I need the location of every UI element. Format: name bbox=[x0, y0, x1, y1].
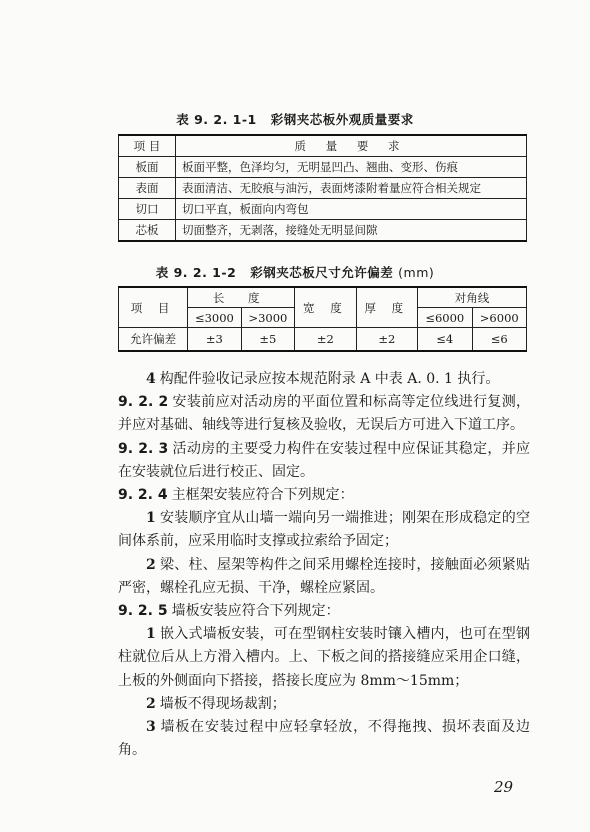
paragraph-text: 梁、柱、屋架等构件之间采用螺栓连接时，接触面必须紧贴严密，螺栓孔应无损、干净，螺栓应紧固。 bbox=[118, 556, 530, 596]
paragraph bbox=[118, 507, 530, 553]
page-number: 29 bbox=[494, 778, 514, 796]
table-cell: ±2 bbox=[295, 328, 356, 352]
item-number: 1 bbox=[146, 510, 156, 527]
paragraph-text: 安装顺序宜从山墙一端向另一端推进；刚架在形成稳定的空间体系前，应采用临时支撑或拉索给予固定； bbox=[118, 510, 530, 550]
header-cell: 厚 度 bbox=[356, 287, 417, 328]
header-cell: 项 目 bbox=[119, 135, 176, 157]
section-number: 9. 2. 3 bbox=[118, 440, 169, 457]
table-row bbox=[119, 220, 527, 242]
subheader-cell: >3000 bbox=[241, 308, 295, 328]
table-row bbox=[119, 328, 527, 352]
table-cell: 允许偏差 bbox=[119, 328, 188, 352]
table-cell: 表面 bbox=[119, 178, 176, 199]
paragraph-text: 墙板不得现场裁割； bbox=[159, 695, 286, 712]
paragraph-text: 嵌入式墙板安装，可在型钢柱安装时镶入槽内，也可在型钢柱就位后从上方滑入槽内。上、下板之间的搭接缝应采用企口缝，上板的外侧面向下搭接，搭接长度应为 8mm～15mm； bbox=[118, 626, 530, 689]
item-number: 4 bbox=[146, 371, 156, 387]
section-number: 9. 2. 4 bbox=[118, 487, 168, 504]
header-cell: 宽 度 bbox=[295, 287, 356, 328]
table-cell: 切口平直，板面向内弯包 bbox=[176, 199, 527, 220]
table-header-row bbox=[119, 135, 527, 157]
table2-unit: (mm) bbox=[398, 265, 435, 280]
table-cell: 切面整齐，无剥落，接缝处无明显间隙 bbox=[176, 220, 527, 242]
paragraph bbox=[118, 438, 530, 484]
paragraph bbox=[118, 623, 530, 693]
table-row bbox=[119, 178, 527, 199]
table-row bbox=[119, 199, 527, 220]
paragraph bbox=[118, 391, 530, 437]
paragraph-text: 墙板在安装过程中应轻拿轻放，不得拖拽、损坏表面及边角。 bbox=[118, 719, 530, 759]
table-cell: ≤4 bbox=[418, 328, 472, 352]
table-cell: ≤6 bbox=[472, 328, 527, 352]
section-number: 9. 2. 2 bbox=[118, 394, 169, 411]
table-header-row bbox=[119, 287, 527, 308]
item-number: 3 bbox=[146, 719, 156, 736]
item-number: 2 bbox=[146, 556, 156, 573]
size-tolerance-table bbox=[118, 286, 527, 352]
table-cell: 板面 bbox=[119, 157, 176, 178]
paragraph-text: 墙板安装应符合下列规定： bbox=[171, 603, 340, 620]
header-cell: 对角线 bbox=[418, 287, 527, 308]
table-cell: ±3 bbox=[188, 328, 242, 352]
paragraph-text: 活动房的主要受力构件在安装过程中应保证其稳定，并应在安装就位后进行校正、固定。 bbox=[118, 440, 531, 480]
table-row bbox=[119, 157, 527, 178]
table-cell: 表面清洁、无胶痕与油污，表面烤漆附着量应符合相关规定 bbox=[176, 178, 527, 199]
paragraph bbox=[118, 600, 530, 623]
header-cell: 质 量 要 求 bbox=[176, 135, 527, 157]
table-cell: ±2 bbox=[356, 328, 417, 352]
paragraph bbox=[118, 484, 530, 507]
paragraph-text: 主框架安装应符合下列规定： bbox=[171, 487, 354, 504]
table-cell: 切口 bbox=[119, 199, 176, 220]
paragraph bbox=[118, 368, 530, 391]
table1-number: 表 9. 2. 1-1 bbox=[176, 112, 257, 127]
table1-title: 彩钢夹芯板外观质量要求 bbox=[270, 112, 414, 127]
appearance-quality-table bbox=[118, 134, 527, 242]
subheader-cell: ≤6000 bbox=[418, 308, 472, 328]
item-number: 1 bbox=[146, 626, 156, 643]
paragraph bbox=[118, 693, 530, 716]
header-cell: 项 目 bbox=[119, 287, 188, 328]
table1-caption bbox=[0, 110, 590, 128]
table2-caption bbox=[0, 263, 590, 281]
table-cell: 芯板 bbox=[119, 220, 176, 242]
paragraph bbox=[118, 716, 530, 762]
subheader-cell: >6000 bbox=[472, 308, 527, 328]
table-cell: ±5 bbox=[241, 328, 295, 352]
section-number: 9. 2. 5 bbox=[118, 603, 168, 620]
paragraph-text: 构配件验收记录应按本规范附录 A 中表 A. 0. 1 执行。 bbox=[159, 371, 500, 387]
subheader-cell: ≤3000 bbox=[188, 308, 242, 328]
table-cell: 板面平整，色泽均匀，无明显凹凸、翘曲、变形、伤痕 bbox=[176, 157, 527, 178]
paragraph-text: 安装前应对活动房的平面位置和标高等定位线进行复测，并应对基础、轴线等进行复核及验收，无误后方可进入下道工序。 bbox=[118, 394, 531, 434]
item-number: 2 bbox=[146, 695, 156, 712]
body-text bbox=[118, 368, 530, 762]
paragraph bbox=[118, 554, 530, 600]
table2-title: 彩钢夹芯板尺寸允许偏差 bbox=[250, 265, 394, 280]
header-cell: 长 度 bbox=[188, 287, 295, 308]
table2-number: 表 9. 2. 1-2 bbox=[155, 265, 237, 280]
